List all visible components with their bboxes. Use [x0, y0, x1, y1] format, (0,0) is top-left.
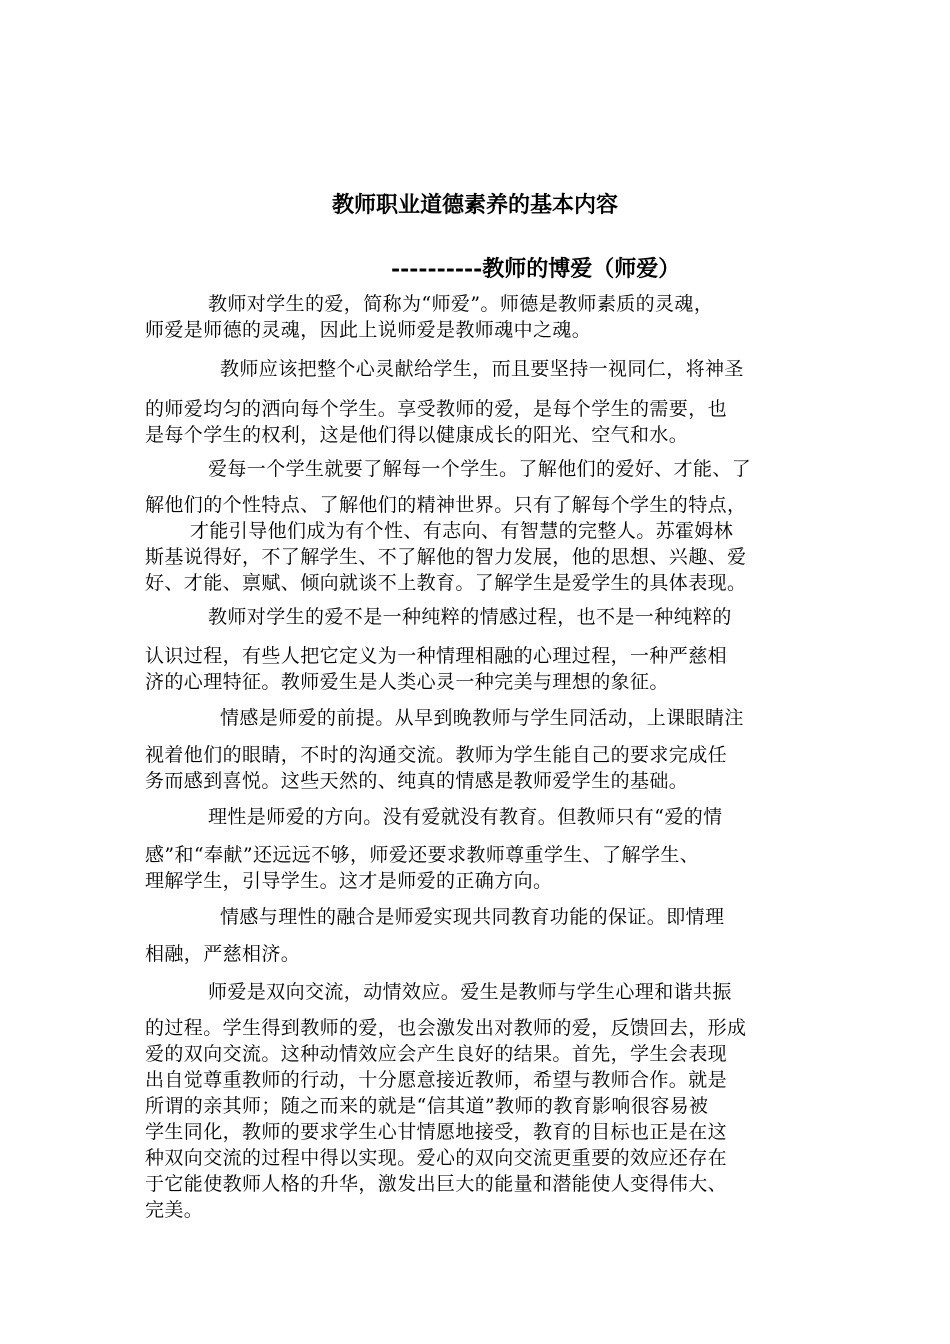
text-line: 教师对学生的爱不是一种纯粹的情感过程，也不是一种纯粹的	[208, 606, 732, 628]
text-line: 务而感到喜悦。这些天然的、纯真的情感是教师爱学生的基础。	[145, 770, 689, 792]
text-line: 爱的双向交流。这种动情效应会产生良好的结果。首先，学生会表现	[145, 1043, 728, 1065]
text-line: 于它能使教师人格的升华，激发出巨大的能量和潜能使人变得伟大、	[145, 1173, 728, 1195]
text-line: 完美。	[145, 1199, 204, 1221]
text-line: 是每个学生的权利，这是他们得以健康成长的阳光、空气和水。	[145, 424, 689, 446]
text-line: 教师应该把整个心灵献给学生，而且要坚持一视同仁，将神圣	[220, 358, 744, 380]
text-line: 感”和“奉献”还远远不够，师爱还要求教师尊重学生、了解学生、	[145, 844, 700, 866]
text-line: 师爱是师德的灵魂，因此上说师爱是教师魂中之魂。	[145, 319, 592, 341]
text-line: 种双向交流的过程中得以实现。爱心的双向交流更重要的效应还存在	[145, 1147, 728, 1169]
text-line: 解他们的个性特点、了解他们的精神世界。只有了解每个学生的特点，	[145, 494, 747, 516]
text-line: 理解学生，引导学生。这才是师爱的正确方向。	[145, 870, 553, 892]
text-line: 的过程。学生得到教师的爱，也会激发出对教师的爱，反馈回去，形成	[145, 1017, 747, 1039]
text-line: 情感与理性的融合是师爱实现共同教育功能的保证。即情理	[220, 906, 725, 928]
text-line: 出自觉尊重教师的行动，十分愿意接近教师，希望与教师合作。就是	[145, 1069, 728, 1091]
text-line: 视着他们的眼睛，不时的沟通交流。教师为学生能自己的要求完成任	[145, 744, 728, 766]
text-line: 斯基说得好，不了解学生、不了解他的智力发展，他的思想、兴趣、爱	[145, 546, 747, 568]
text-line: 理性是师爱的方向。没有爱就没有教育。但教师只有“爱的情	[208, 806, 723, 828]
text-line: 师爱是双向交流，动情效应。爱生是教师与学生心理和谐共振	[208, 981, 732, 1003]
text-line: 才能引导他们成为有个性、有志向、有智慧的完整人。苏霍姆林	[190, 520, 734, 542]
text-line: 的师爱均匀的洒向每个学生。享受教师的爱，是每个学生的需要，也	[145, 398, 728, 420]
document-subtitle: ----------教师的博爱（师爱）	[391, 256, 681, 282]
text-line: 济的心理特征。教师爱生是人类心灵一种完美与理想的象征。	[145, 671, 669, 693]
text-line: 相融，严慈相济。	[145, 943, 301, 965]
text-line: 学生同化，教师的要求学生心甘情愿地接受，教育的目标也正是在这	[145, 1121, 728, 1143]
text-line: 认识过程，有些人把它定义为一种情理相融的心理过程，一种严慈相	[145, 645, 728, 667]
text-line: 爱每一个学生就要了解每一个学生。了解他们的爱好、才能、了	[208, 458, 752, 480]
document-title: 教师职业道德素养的基本内容	[331, 192, 618, 218]
text-line: 所谓的亲其师；随之而来的就是“信其道”教师的教育影响很容易被	[145, 1095, 709, 1117]
text-line: 教师对学生的爱，简称为“师爱”。师德是教师素质的灵魂，	[208, 293, 714, 315]
text-line: 好、才能、禀赋、倾向就谈不上教育。了解学生是爱学生的具体表现。	[145, 572, 747, 594]
text-line: 情感是师爱的前提。从早到晚教师与学生同活动，上课眼睛注	[220, 707, 744, 729]
